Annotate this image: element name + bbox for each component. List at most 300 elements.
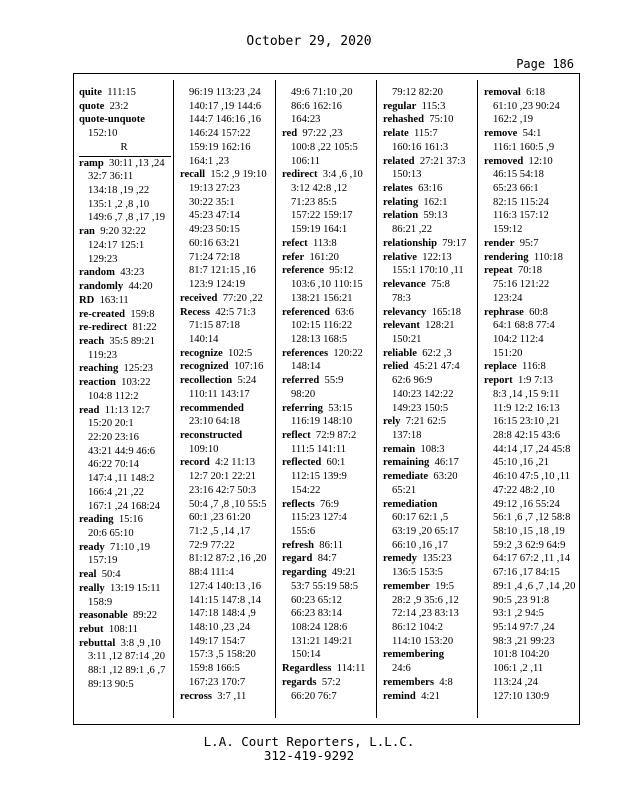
index-entry xyxy=(79,266,169,280)
page-line-refs: 30:11 ,13 ,24 xyxy=(109,157,165,169)
page-line-refs: 43:23 xyxy=(120,267,145,279)
index-continuation: 53:7 55:19 58:5 xyxy=(291,580,359,592)
index-continuation: 138:21 156:21 xyxy=(291,292,353,304)
index-term: red xyxy=(282,128,298,140)
index-entry xyxy=(79,157,169,171)
footer-phone: 312-419-9292 xyxy=(263,748,355,763)
index-entry xyxy=(79,308,169,322)
page-line-refs: 46:17 xyxy=(434,457,459,469)
index-entry xyxy=(484,360,574,374)
index-continuation: 146:24 157:22 xyxy=(189,128,251,140)
index-term: regular xyxy=(383,100,417,112)
index-entry xyxy=(79,637,169,651)
index-entry xyxy=(180,168,270,182)
page-line-refs: 116:8 xyxy=(522,361,546,373)
index-term: really xyxy=(79,582,105,594)
index-continuation: 66:10 ,16 ,17 xyxy=(392,539,448,551)
index-term: rendering xyxy=(484,251,529,263)
index-entry xyxy=(79,404,169,418)
index-continuation: 147:18 148:4 ,9 xyxy=(189,608,256,620)
index-continuation: 62:6 96:9 xyxy=(392,375,433,387)
index-entry xyxy=(484,251,574,265)
index-entry xyxy=(383,443,473,457)
index-continuation: 64:1 68:8 77:4 xyxy=(493,320,555,332)
index-continuation: 159:12 xyxy=(493,224,523,236)
page-line-refs: 165:18 xyxy=(431,306,462,318)
index-continuation: 140:17 ,19 144:6 xyxy=(189,100,262,112)
index-continuation: 141:15 147:8 ,14 xyxy=(189,594,262,606)
index-continuation: 166:4 ,21 ,22 xyxy=(88,486,144,498)
index-continuation: 114:10 153:20 xyxy=(392,635,454,647)
index-entry xyxy=(282,127,372,141)
index-continuation: 79:12 82:20 xyxy=(392,87,443,98)
index-continuation: 152:10 xyxy=(88,128,118,140)
index-term: reconstructed xyxy=(180,429,243,441)
index-continuation: 167:23 170:7 xyxy=(189,676,246,688)
index-continuation: 134:18 ,19 ,22 xyxy=(88,185,150,197)
index-column-2 xyxy=(180,86,270,703)
index-continuation: 108:24 128:6 xyxy=(291,622,348,634)
index-continuation: 46:22 70:14 xyxy=(88,459,139,471)
index-entry xyxy=(180,306,270,320)
index-continuation: 3:12 42:8 ,12 xyxy=(291,183,348,195)
index-continuation: 22:20 23:16 xyxy=(88,431,139,443)
index-continuation: 101:8 104:20 xyxy=(493,649,550,661)
index-entry xyxy=(79,335,169,349)
index-term: reflects xyxy=(282,498,315,510)
page-line-refs: 3:7 ,11 xyxy=(217,690,247,702)
index-term: RD xyxy=(79,294,95,306)
index-continuation: 45:10 ,16 ,21 xyxy=(493,457,549,469)
page-line-refs: 75:8 xyxy=(431,279,450,291)
index-term: relied xyxy=(383,361,409,373)
index-entry xyxy=(79,225,169,239)
index-continuation: 71:24 72:18 xyxy=(189,251,240,263)
index-entry xyxy=(383,127,473,141)
index-entry xyxy=(79,568,169,582)
index-term: rely xyxy=(383,416,401,428)
index-continuation: 150:21 xyxy=(392,333,422,345)
index-continuation: 23:16 42:7 50:3 xyxy=(189,484,257,496)
index-continuation: 81:12 87:2 ,16 ,20 xyxy=(189,553,267,565)
index-continuation: 111:5 141:11 xyxy=(291,443,347,455)
page-line-refs: 95:7 xyxy=(519,237,539,249)
index-term: relate xyxy=(383,128,409,140)
index-continuation: 109:10 xyxy=(189,443,219,455)
index-term: reaction xyxy=(79,377,116,389)
index-continuation: 66:20 76:7 xyxy=(291,690,337,702)
index-entry xyxy=(282,552,372,566)
index-term: rehashed xyxy=(383,114,425,126)
page-line-refs: 59:13 xyxy=(423,210,448,222)
index-entry xyxy=(79,376,169,390)
index-continuation: 136:5 153:5 xyxy=(392,567,443,579)
index-entry xyxy=(180,292,270,306)
index-entry xyxy=(282,168,372,182)
page-line-refs: 11:13 12:7 xyxy=(104,404,150,416)
index-continuation: 102:15 116:22 xyxy=(291,320,353,332)
index-term: removed xyxy=(484,155,524,167)
page-line-refs: 107:16 xyxy=(233,361,264,373)
index-continuation: 157:19 xyxy=(88,555,118,567)
index-continuation: 135:1 ,2 ,8 ,10 xyxy=(88,198,150,210)
index-term: render xyxy=(484,237,515,249)
page-line-refs: 27:21 37:3 xyxy=(419,155,466,167)
index-term: reflect xyxy=(282,429,311,441)
index-term: recognized xyxy=(180,361,229,373)
index-term: remain xyxy=(383,443,416,455)
index-column-4 xyxy=(383,86,473,703)
index-term: remediate xyxy=(383,471,429,483)
index-continuation: 8:3 ,14 ,15 9:11 xyxy=(493,388,560,400)
index-entry xyxy=(282,566,372,580)
index-term: ready xyxy=(79,541,105,553)
index-term: remaining xyxy=(383,457,430,469)
index-term: random xyxy=(79,267,115,279)
index-term: replace xyxy=(484,361,517,373)
page-line-refs: 3:4 ,6 ,10 xyxy=(322,169,363,181)
index-entry xyxy=(383,113,473,127)
index-term: redirect xyxy=(282,169,318,181)
page-line-refs: 115:3 xyxy=(421,100,446,112)
index-term: relative xyxy=(383,251,417,263)
page-line-refs: 97:22 ,23 xyxy=(302,128,343,140)
index-continuation: 28:2 ,9 35:6 ,12 xyxy=(392,594,459,606)
page-line-refs: 6:18 xyxy=(526,87,546,98)
index-continuation: 89:1 ,4 ,6 ,7 ,14 ,20 xyxy=(493,580,576,592)
index-entry xyxy=(383,306,473,320)
index-column-3 xyxy=(282,86,372,703)
section-letter: R xyxy=(120,140,128,153)
index-continuation: 32:7 36:11 xyxy=(88,171,134,183)
index-entry xyxy=(282,251,372,265)
index-term: Recess xyxy=(180,306,211,318)
index-continuation: 95:14 97:7 ,24 xyxy=(493,622,555,634)
index-continuation: 46:10 47:5 ,10 ,11 xyxy=(493,471,571,483)
index-continuation: 63:19 ,20 65:17 xyxy=(392,526,459,537)
page-line-refs: 49:21 xyxy=(331,567,356,579)
page-line-refs: 13:19 15:11 xyxy=(110,582,161,594)
index-continuation: 106:11 xyxy=(291,155,321,167)
index-term: related xyxy=(383,155,415,167)
index-continuation: 23:10 64:18 xyxy=(189,416,240,428)
index-continuation: 106:1 ,2 ,11 xyxy=(493,663,544,675)
index-term: rephrase xyxy=(484,306,524,318)
index-term: ran xyxy=(79,226,95,238)
index-term: remedy xyxy=(383,553,417,565)
page-line-refs: 4:2 11:13 xyxy=(215,457,256,469)
index-continuation: 49:12 ,16 55:24 xyxy=(493,498,560,510)
index-continuation: 164:23 xyxy=(291,114,321,126)
index-continuation: 90:5 ,23 91:8 xyxy=(493,594,550,606)
index-entry xyxy=(383,580,473,594)
index-entry xyxy=(180,456,270,470)
page-line-refs: 75:10 xyxy=(429,114,454,126)
index-continuation: 71:23 85:5 xyxy=(291,196,337,208)
index-continuation: 149:23 150:5 xyxy=(392,402,449,414)
index-entry xyxy=(383,237,473,251)
index-continuation: 158:9 xyxy=(88,596,113,608)
index-entry xyxy=(383,552,473,566)
index-term: re-redirect xyxy=(79,322,128,334)
index-continuation: 72:9 77:22 xyxy=(189,539,235,551)
index-term: reflected xyxy=(282,457,322,469)
index-term: remembering xyxy=(383,649,444,661)
index-continuation: 115:23 127:4 xyxy=(291,512,347,524)
index-term: referring xyxy=(282,402,323,414)
page-line-refs: 162:1 xyxy=(423,196,448,208)
index-entry xyxy=(282,662,372,676)
index-continuation: 60:17 62:1 ,5 xyxy=(392,512,449,524)
index-continuation: 44:14 ,17 ,24 45:8 xyxy=(493,443,571,455)
index-continuation: 129:23 xyxy=(88,253,118,265)
index-term: regards xyxy=(282,676,317,688)
index-continuation: 75:16 121:22 xyxy=(493,279,550,291)
index-entry xyxy=(180,347,270,361)
index-continuation: 78:3 xyxy=(392,292,411,304)
page-line-refs: 135:23 xyxy=(422,553,452,565)
index-term: refect xyxy=(282,237,308,249)
index-entry xyxy=(383,648,473,662)
column-divider xyxy=(477,80,478,718)
index-entry xyxy=(79,100,169,114)
index-continuation: 58:10 ,15 ,18 ,19 xyxy=(493,526,565,537)
index-entry xyxy=(282,264,372,278)
index-continuation: 81:7 121:15 ,16 xyxy=(189,265,256,277)
index-continuation: 104:8 112:2 xyxy=(88,390,139,402)
index-term: refer xyxy=(282,251,305,263)
index-continuation: 131:21 149:21 xyxy=(291,635,353,647)
index-entry xyxy=(383,278,473,292)
page-line-refs: 114:11 xyxy=(336,663,366,675)
index-continuation: 3:11 ,12 87:14 ,20 xyxy=(88,651,166,663)
index-continuation: 112:15 139:9 xyxy=(291,471,347,483)
index-continuation: 157:22 159:17 xyxy=(291,210,353,222)
index-entry xyxy=(484,306,574,320)
page-line-refs: 125:23 xyxy=(123,363,153,375)
index-continuation: 61:10 ,23 90:24 xyxy=(493,100,560,112)
header-date: October 29, 2020 xyxy=(246,34,372,49)
index-continuation: 116:1 160:5 ,9 xyxy=(493,141,555,153)
index-continuation: 148:10 ,23 ,24 xyxy=(189,622,251,634)
page-line-refs: 95:12 xyxy=(329,265,354,277)
index-continuation: 151:20 xyxy=(493,347,523,359)
page-line-refs: 5:24 xyxy=(237,375,257,387)
index-term: recommended xyxy=(180,402,244,414)
index-column-1 xyxy=(79,86,169,692)
index-term: referred xyxy=(282,375,320,387)
index-term: regard xyxy=(282,553,313,565)
column-divider xyxy=(173,80,174,718)
index-continuation: 140:14 xyxy=(189,333,219,345)
index-continuation: 86:12 104:2 xyxy=(392,622,443,634)
page-line-refs: 4:21 xyxy=(421,690,440,702)
page-line-refs: 35:5 89:21 xyxy=(109,335,156,347)
index-continuation: 127:4 140:13 ,16 xyxy=(189,580,262,592)
footer xyxy=(0,735,618,763)
index-continuation: 49:6 71:10 ,20 xyxy=(291,87,353,98)
index-term: recross xyxy=(180,690,212,702)
index-entry xyxy=(383,470,473,484)
page-line-refs: 63:6 xyxy=(335,306,354,318)
index-continuation: 104:2 112:4 xyxy=(493,333,544,345)
page-line-refs: 1:9 7:13 xyxy=(517,375,553,387)
index-term: repeat xyxy=(484,265,513,277)
index-continuation: 72:14 ,23 83:13 xyxy=(392,608,459,620)
page-line-refs: 45:21 47:4 xyxy=(414,361,460,373)
index-continuation: 103:6 ,10 110:15 xyxy=(291,279,363,291)
index-entry xyxy=(79,623,169,637)
index-entry xyxy=(484,237,574,251)
page-line-refs: 23:2 xyxy=(109,100,129,112)
index-entry xyxy=(282,429,372,443)
index-continuation: 127:10 130:9 xyxy=(493,690,550,702)
index-continuation: 159:19 162:16 xyxy=(189,141,251,153)
index-entry xyxy=(282,374,372,388)
index-continuation: 140:23 142:22 xyxy=(392,388,454,400)
index-continuation: 123:9 124:19 xyxy=(189,279,246,291)
page-line-refs: 9:20 32:22 xyxy=(100,226,146,238)
index-continuation: 155:1 170:10 ,11 xyxy=(392,265,464,277)
index-term: read xyxy=(79,404,100,416)
index-entry xyxy=(282,456,372,470)
page-line-refs: 113:8 xyxy=(312,237,337,249)
index-entry xyxy=(383,182,473,196)
index-continuation: 65:21 xyxy=(392,484,417,496)
index-continuation: 128:13 168:5 xyxy=(291,333,348,345)
index-term: rebut xyxy=(79,624,104,636)
page-line-refs: 103:22 xyxy=(121,377,151,389)
page-line-refs: 53:15 xyxy=(328,402,353,414)
page-line-refs: 77:20 ,22 xyxy=(222,292,263,304)
index-continuation: 147:4 ,11 148:2 xyxy=(88,473,155,485)
index-continuation: 150:14 xyxy=(291,649,321,661)
index-continuation: 50:4 ,7 ,8 ,10 55:5 xyxy=(189,498,267,510)
index-term: relevancy xyxy=(383,306,427,318)
index-continuation: 64:17 67:2 ,11 ,14 xyxy=(493,553,571,565)
page-line-refs: 7:21 62:5 xyxy=(405,416,447,428)
page-line-refs: 159:8 xyxy=(130,308,155,320)
page-line-refs: 60:1 xyxy=(326,457,346,469)
index-entry xyxy=(180,360,270,374)
index-entry xyxy=(383,690,473,704)
index-continuation: 123:24 xyxy=(493,292,523,304)
page-line-refs: 79:17 xyxy=(442,237,467,249)
index-continuation: 60:16 63:21 xyxy=(189,237,240,249)
index-term: received xyxy=(180,292,218,304)
index-entry xyxy=(79,280,169,294)
column-divider xyxy=(376,80,377,718)
index-continuation: 49:23 50:15 xyxy=(189,224,240,236)
index-continuation: 56:1 ,6 ,7 ,12 58:8 xyxy=(493,512,571,524)
index-entry xyxy=(79,86,169,100)
index-term: reading xyxy=(79,514,114,526)
page-line-refs: 60:8 xyxy=(529,306,548,318)
page-line-refs: 54:1 xyxy=(522,128,542,140)
index-continuation: 86:21 ,22 xyxy=(392,224,433,236)
index-continuation: 15:20 20:1 xyxy=(88,418,134,430)
index-continuation: 155:6 xyxy=(291,526,316,537)
index-continuation: 88:1 ,12 89:1 ,6 ,7 xyxy=(88,665,166,677)
index-continuation: 159:19 164:1 xyxy=(291,224,348,236)
index-entry xyxy=(79,362,169,376)
index-continuation: 16:15 23:10 ,21 xyxy=(493,416,560,428)
index-entry xyxy=(79,321,169,335)
index-continuation: 116:19 148:10 xyxy=(291,416,353,428)
index-continuation: 82:15 115:24 xyxy=(493,196,549,208)
index-term: regarding xyxy=(282,567,327,579)
page-line-refs: 63:16 xyxy=(418,183,443,195)
page-line-refs: 115:7 xyxy=(413,128,438,140)
page-line-refs: 163:11 xyxy=(99,294,129,306)
page-line-refs: 102:5 xyxy=(228,347,253,359)
page-line-refs: 50:4 xyxy=(101,569,121,581)
index-continuation: 137:18 xyxy=(392,429,422,441)
index-term: re-created xyxy=(79,308,126,320)
index-entry xyxy=(383,415,473,429)
index-entry xyxy=(484,127,574,141)
index-entry xyxy=(484,264,574,278)
index-entry xyxy=(282,676,372,690)
page-line-refs: 110:18 xyxy=(533,251,563,263)
index-entry xyxy=(79,113,169,127)
index-continuation: 157:3 ,5 158:20 xyxy=(189,649,256,661)
index-entry xyxy=(180,429,270,443)
page-line-refs: 108:11 xyxy=(108,624,138,636)
index-continuation: 60:23 65:12 xyxy=(291,594,342,606)
page-line-refs: 19:5 xyxy=(435,580,455,592)
index-term: references xyxy=(282,347,329,359)
index-entry xyxy=(484,374,574,388)
index-entry xyxy=(180,374,270,388)
index-continuation: 65:23 66:1 xyxy=(493,183,539,195)
index-continuation: 96:19 113:23 ,24 xyxy=(189,87,261,98)
index-continuation: 71:2 ,5 ,14 ,17 xyxy=(189,526,251,537)
index-continuation: 160:16 161:3 xyxy=(392,141,449,153)
index-continuation: 60:1 ,23 61:20 xyxy=(189,512,251,524)
page-line-refs: 108:3 xyxy=(420,443,445,455)
index-continuation: 98:3 ,21 99:23 xyxy=(493,635,555,647)
index-continuation: 119:23 xyxy=(88,349,118,361)
index-entry xyxy=(383,100,473,114)
index-entry xyxy=(79,513,169,527)
index-term: quite xyxy=(79,87,102,98)
index-term: remediation xyxy=(383,498,438,510)
index-term: reference xyxy=(282,265,324,277)
page-line-refs: 57:2 xyxy=(321,676,341,688)
index-entry xyxy=(180,402,270,416)
page-line-refs: 12:10 xyxy=(528,155,553,167)
index-term: remember xyxy=(383,580,430,592)
index-entry xyxy=(79,294,169,308)
page-line-refs: 3:8 ,9 ,10 xyxy=(120,637,161,649)
index-continuation: 148:14 xyxy=(291,361,321,373)
index-entry xyxy=(282,498,372,512)
index-term: recall xyxy=(180,169,206,181)
page-line-refs: 128:21 xyxy=(425,320,455,332)
index-continuation: 164:1 ,23 xyxy=(189,155,230,167)
index-term: real xyxy=(79,569,97,581)
page-line-refs: 44:20 xyxy=(128,281,153,293)
index-continuation: 47:22 48:2 ,10 xyxy=(493,484,555,496)
page-line-refs: 81:22 xyxy=(132,322,157,334)
index-entry xyxy=(383,456,473,470)
index-entry xyxy=(484,86,574,100)
page-line-refs: 72:9 87:2 xyxy=(315,429,357,441)
index-term: quote-unquote xyxy=(79,114,145,126)
page-line-refs: 89:22 xyxy=(132,610,158,622)
index-continuation: 162:2 ,19 xyxy=(493,114,534,126)
